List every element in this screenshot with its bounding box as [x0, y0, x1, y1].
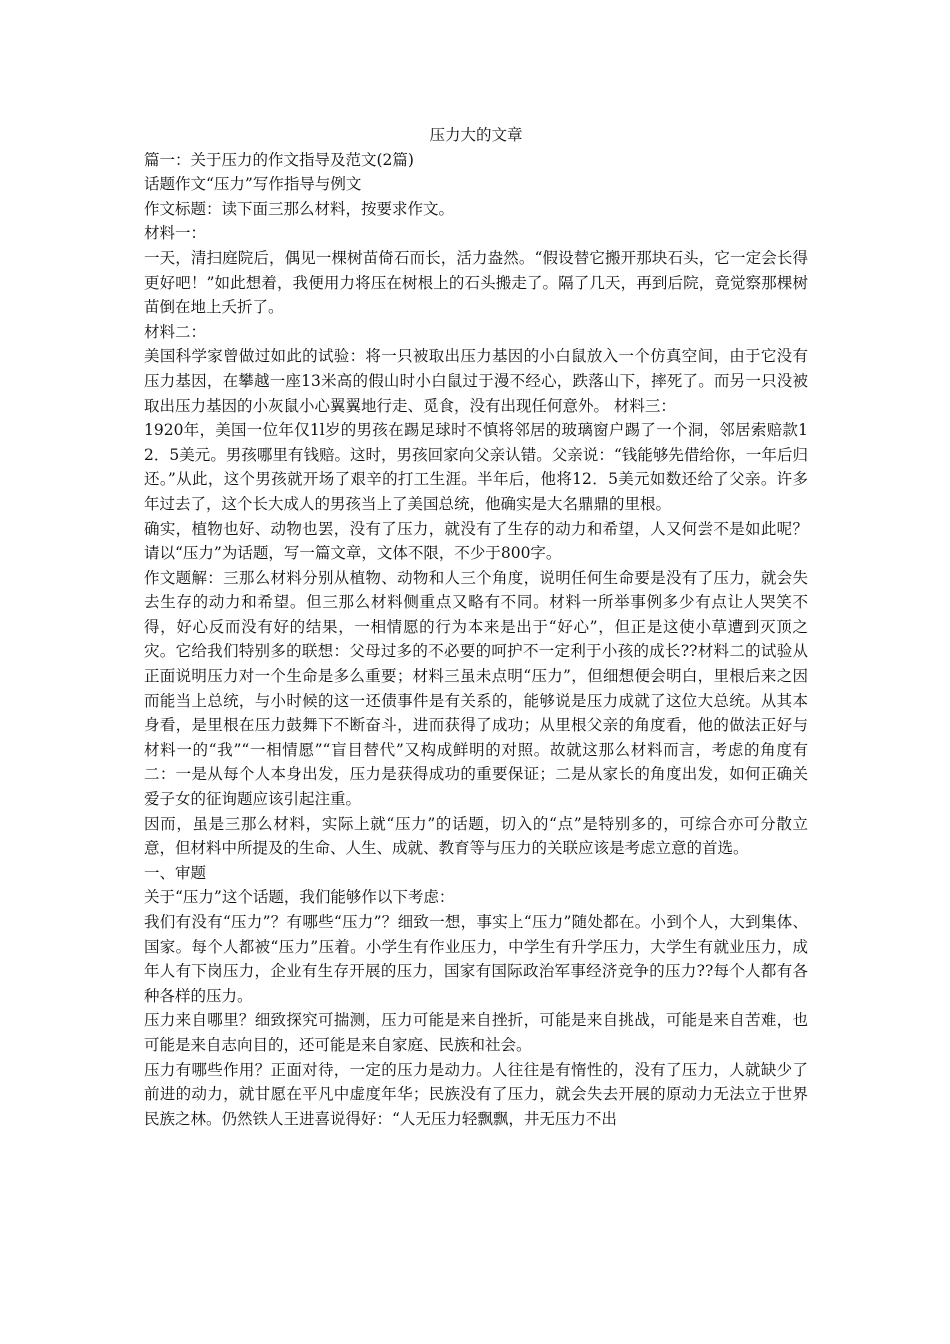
section-heading-review: 一、审题 — [144, 863, 207, 882]
document-body — [144, 123, 808, 1131]
review-paragraph-1: 我们有没有“压力”？有哪些“压力”？细致一想，事实上“压力”随处都在。小到个人，大到集体、国家。每个人都被“压力”压着。小学生有作业压力，中学生有升学压力，大学生有就业压力，成年人有下岗压力，企业有生存开展的压力，国家有国际政治军事经济竞争的压力??每个人都有各种各样的压力。 — [144, 913, 808, 1005]
paragraph-intro-3: 作文标题：读下面三那么材料，按要求作文。 — [144, 199, 455, 218]
material-3-text: 1920年，美国一位年仅1l岁的男孩在踢足球时不慎将邻居的玻璃窗户踢了一个洞，邻居索赔款12．5美元。男孩哪里有钱赔。这时，男孩回家向父亲认错。父亲说：“钱能够先借给你，一年后归还。”从此，这个男孩就开场了艰辛的打工生涯。半年后，他将12．5美元如数还给了父亲。许多年过去了，这个长大成人的男孩当上了美国总统，他确实是大名鼎鼎的里根。 — [144, 421, 808, 513]
analysis-paragraph: 作文题解：三那么材料分别从植物、动物和人三个角度，说明任何生命要是没有了压力，就会失去生存的动力和希望。但三那么材料侧重点又略有不同。材料一所举事例多少有点让人哭笑不得，好心反而没有好的结果，一相情愿的行为本来是出于“好心”，但正是这使小草遭到灭顶之灾。它给我们特别多的联想：父母过多的不必要的呵护不一定利于小孩的成长??材料二的试验从正面说明压力对一个生命是多么重要；材料三虽未点明“压力”，但细想便会明白，里根后来之因而能当上总统，与小时候的这一还债事件是有关系的，能够说是压力成就了这位大总统。从其本身看，是里根在压力鼓舞下不断奋斗，进而获得了成功；从里根父亲的角度看，他的做法正好与材料一的“我”“一相情愿”“盲目替代”又构成鲜明的对照。故就这那么材料而言，考虑的角度有二：一是从每个人本身出发，压力是获得成功的重要保证；二是从家长的角度出发，如何正确关爱子女的征询题应该引起注重。 — [144, 568, 808, 809]
material-1-text: 一天，清扫庭院后，偶见一棵树苗倚石而长，活力盎然。“假设替它搬开那块石头，它一定会长得更好吧！”如此想着，我便用力将压在树根上的石头搬走了。隔了几天，再到后院，竟觉察那棵树苗倒在地上夭折了。 — [144, 248, 808, 317]
material-2-heading: 材料二： — [144, 322, 207, 341]
paragraph-intro-1: 篇一：关于压力的作文指导及范文(2篇) — [144, 150, 414, 169]
review-intro-paragraph: 关于“压力”这个话题，我们能够作以下考虑： — [144, 888, 455, 907]
review-paragraph-2: 压力来自哪里？细致探究可揣测，压力可能是来自挫折，可能是来自挑战，可能是来自苦难，也可能是来自志向目的，还可能是来自家庭、民族和社会。 — [144, 1011, 808, 1054]
material-2-text: 美国科学家曾做过如此的试验：将一只被取出压力基因的小白鼠放入一个仿真空间，由于它没有压力基因，在攀越一座13米高的假山时小白鼠过于漫不经心，跌落山下，摔死了。而另一只没被取出压力基因的小灰鼠小心翼翼地行走、觅食，没有出现任何意外。 材料三： — [144, 347, 808, 415]
material-1-heading: 材料一： — [144, 224, 207, 243]
review-paragraph-3: 压力有哪些作用？正面对待，一定的压力是动力。人往往是有惰性的，没有了压力，人就缺少了前进的动力，就甘愿在平凡中虚度年华；民族没有了压力，就会失去开展的原动力无法立于世界民族之林。仍然铁人王进喜说得好：“人无压力轻飘飘，井无压力不出 — [144, 1060, 808, 1128]
conclusion-paragraph: 因而，虽是三那么材料，实际上就“压力”的话题，切入的“点”是特别多的，可综合亦可分散立意，但材料中所提及的生命、人生、成就、教育等与压力的关联应该是考虑立意的首选。 — [144, 814, 808, 858]
document-title: 压力大的文章 — [429, 126, 523, 144]
paragraph-intro-2: 话题作文“压力”写作指导与例文 — [144, 175, 362, 194]
prompt-paragraph: 确实，植物也好、动物也罢，没有了压力，就没有了生存的动力和希望，人又何尝不是如此呢？请以“压力”为话题，写一篇文章，文体不限，不少于800字。 — [144, 519, 808, 563]
